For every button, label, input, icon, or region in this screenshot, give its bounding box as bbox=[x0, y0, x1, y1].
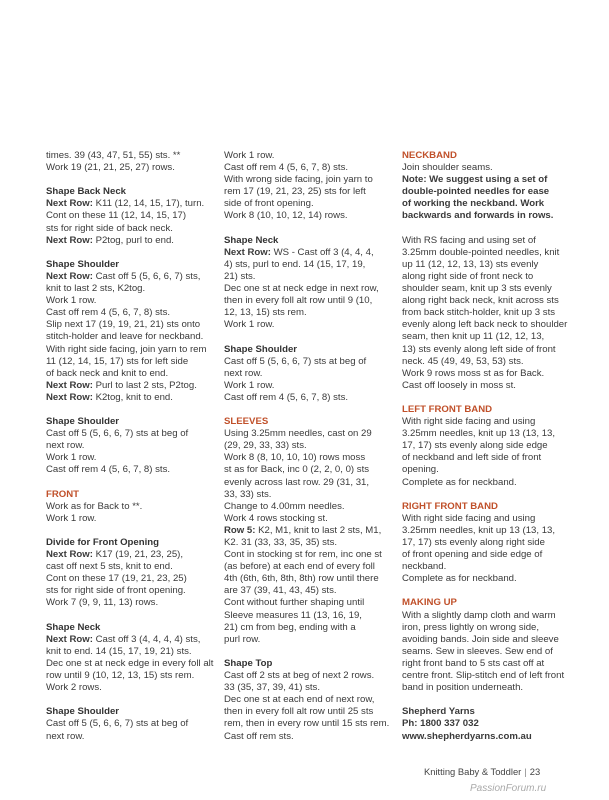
instruction-line bbox=[402, 706, 572, 718]
instruction-text: purl row. bbox=[224, 633, 261, 645]
instruction-text: Cast off 5 (5, 6, 6, 7) sts at beg of bbox=[46, 718, 189, 730]
instruction-text: Sleeve measures 11 (13, 16, 19, bbox=[224, 609, 362, 621]
instruction-line bbox=[46, 150, 216, 162]
instruction-line bbox=[402, 610, 572, 622]
instruction-section bbox=[224, 150, 392, 223]
instruction-text: shoulder seam, knit up 3 sts evenly bbox=[402, 283, 552, 295]
instruction-line bbox=[46, 319, 216, 331]
instruction-text: Note: We suggest using a set of bbox=[402, 174, 548, 186]
page-number: 23 bbox=[529, 766, 541, 777]
instruction-line bbox=[224, 525, 392, 537]
instruction-line bbox=[224, 610, 392, 622]
instruction-section bbox=[46, 150, 216, 174]
instruction-text: K2tog, knit to end. bbox=[92, 391, 173, 403]
instruction-line bbox=[46, 501, 216, 513]
instruction-line bbox=[46, 380, 216, 392]
instruction-section bbox=[402, 706, 572, 742]
instruction-text: next row. bbox=[46, 730, 85, 742]
instruction-text: are 37 (39, 41, 43, 45) sts. bbox=[224, 585, 337, 597]
instruction-text: With right side facing and using bbox=[402, 416, 536, 428]
instruction-text: band in position underneath. bbox=[402, 682, 524, 694]
instruction-text: next row. bbox=[224, 367, 263, 379]
instruction-text: Change to 4.00mm needles. bbox=[224, 500, 345, 512]
instruction-line bbox=[46, 682, 216, 694]
instruction-line bbox=[402, 319, 572, 331]
instruction-line bbox=[46, 573, 216, 585]
instruction-text: Purl to last 2 sts, P2tog. bbox=[92, 379, 197, 391]
instruction-line bbox=[224, 392, 392, 404]
instruction-line bbox=[402, 428, 572, 440]
instruction-line bbox=[46, 235, 216, 247]
instruction-text: Ph: 1800 337 032 bbox=[402, 718, 479, 730]
instruction-text: Cast off rem 4 (5, 6, 7, 8) sts. bbox=[224, 162, 349, 174]
instruction-line bbox=[46, 295, 216, 307]
instruction-line bbox=[402, 634, 572, 646]
instruction-line bbox=[46, 670, 216, 682]
instruction-text: 3.25mm double-pointed needles, knit bbox=[402, 246, 560, 258]
instruction-line bbox=[402, 368, 572, 380]
instruction-text: (as before) at each end of every foll bbox=[224, 561, 375, 573]
instruction-text: K11 (12, 14, 15, 17), turn. bbox=[92, 198, 205, 210]
instruction-line bbox=[224, 622, 392, 634]
instruction-text: 3.25mm needles, knit up 13 (13, 13, bbox=[402, 428, 556, 440]
instruction-text: Work 8 (8, 10, 10, 10) rows moss bbox=[224, 452, 366, 464]
row-label: Next Row: bbox=[46, 234, 93, 246]
instruction-text: 17, 17) sts evenly along right side bbox=[402, 537, 545, 548]
instruction-text: double-pointed needles for ease bbox=[402, 186, 550, 198]
section-heading: Divide for Front Opening bbox=[46, 537, 159, 548]
instruction-text: neckband. bbox=[402, 561, 447, 573]
instruction-text: Work 1 row. bbox=[46, 295, 97, 307]
instruction-line bbox=[224, 513, 392, 525]
instruction-text: Work 7 (9, 9, 11, 13) rows. bbox=[46, 597, 159, 609]
instruction-line bbox=[224, 585, 392, 597]
instruction-line bbox=[224, 271, 392, 283]
instruction-text: then in every foll alt row until 25 sts bbox=[224, 706, 374, 718]
instruction-text: Cast off 5 (5, 6, 6, 7) sts, bbox=[92, 270, 201, 282]
instruction-text: www.shepherdyarns.com.au bbox=[402, 730, 532, 742]
instruction-line bbox=[46, 658, 216, 670]
instruction-line bbox=[46, 597, 216, 609]
instruction-line bbox=[46, 162, 216, 174]
row-label: Next Row: bbox=[46, 391, 93, 403]
instruction-line bbox=[46, 428, 216, 440]
instruction-line bbox=[402, 186, 572, 198]
instruction-line bbox=[224, 694, 392, 706]
instruction-text: Complete as for neckband. bbox=[402, 476, 517, 488]
instruction-line bbox=[402, 307, 572, 319]
instruction-text: 4) sts, purl to end. 14 (15, 17, 19, bbox=[224, 258, 366, 270]
column-right bbox=[402, 150, 572, 755]
row-label: Next Row: bbox=[46, 270, 93, 282]
instruction-section bbox=[402, 597, 572, 694]
section-heading: Shape Shoulder bbox=[46, 258, 120, 270]
instruction-section bbox=[46, 622, 216, 695]
instruction-text: evenly along left back neck to shoulder bbox=[402, 319, 568, 331]
page-footer bbox=[424, 766, 540, 777]
instruction-line bbox=[224, 682, 392, 694]
instruction-line bbox=[224, 561, 392, 573]
instruction-text: neck. 45 (49, 49, 53, 53) sts. bbox=[402, 355, 524, 367]
instruction-text: Cast off rem sts. bbox=[224, 730, 294, 742]
instruction-line bbox=[402, 440, 572, 452]
section-heading: LEFT FRONT BAND bbox=[402, 403, 493, 415]
instruction-line bbox=[224, 162, 392, 174]
instruction-section bbox=[402, 235, 572, 392]
instruction-line bbox=[224, 731, 392, 743]
instruction-section bbox=[224, 235, 392, 332]
instruction-line bbox=[46, 452, 216, 464]
instruction-text: Cast off rem 4 (5, 6, 7, 8) sts. bbox=[224, 391, 349, 403]
instruction-line bbox=[224, 380, 392, 392]
instruction-line bbox=[402, 464, 572, 476]
instruction-line bbox=[224, 489, 392, 501]
instruction-line bbox=[46, 585, 216, 597]
instruction-line bbox=[402, 210, 572, 222]
instruction-line bbox=[402, 573, 572, 585]
instruction-line bbox=[46, 271, 216, 283]
instruction-text: next row. bbox=[46, 440, 85, 452]
instruction-line bbox=[224, 549, 392, 561]
instruction-text: Slip next 17 (19, 19, 21, 21) sts onto bbox=[46, 319, 201, 331]
instruction-text: Cont on these 17 (19, 21, 23, 25) bbox=[46, 573, 187, 585]
instruction-line bbox=[46, 368, 216, 380]
instruction-text: Work 1 row. bbox=[224, 150, 275, 161]
instruction-text: 33, 33) sts. bbox=[224, 488, 272, 500]
instruction-line bbox=[402, 646, 572, 658]
instruction-text: iron, press lightly on wrong side, bbox=[402, 621, 540, 633]
instruction-text: of working the neckband. Work bbox=[402, 198, 545, 210]
row-label: Next Row: bbox=[46, 198, 93, 210]
instruction-line bbox=[224, 186, 392, 198]
column-middle bbox=[224, 150, 392, 755]
instruction-line bbox=[224, 307, 392, 319]
instruction-text: Using 3.25mm needles, cast on 29 bbox=[224, 428, 372, 440]
section-heading: NECKBAND bbox=[402, 150, 457, 161]
instruction-text: avoiding bands. Join side and sleeve bbox=[402, 633, 559, 645]
instruction-line bbox=[46, 331, 216, 343]
instruction-text: Work 9 rows moss st as for Back. bbox=[402, 367, 545, 379]
instruction-line bbox=[224, 210, 392, 222]
instruction-line bbox=[402, 162, 572, 174]
instruction-line bbox=[46, 464, 216, 476]
instruction-line bbox=[402, 525, 572, 537]
section-heading: FRONT bbox=[46, 488, 80, 500]
instruction-text: With wrong side facing, join yarn to bbox=[224, 174, 373, 186]
instruction-line bbox=[402, 452, 572, 464]
instruction-line bbox=[402, 537, 572, 549]
instruction-line bbox=[224, 295, 392, 307]
instruction-section bbox=[46, 259, 216, 404]
instruction-text: K2. 31 (33, 33, 35, 35) sts. bbox=[224, 537, 338, 548]
instruction-line bbox=[46, 283, 216, 295]
instruction-line bbox=[224, 597, 392, 609]
instruction-text: WS - Cast off 3 (4, 4, 4, bbox=[270, 246, 374, 258]
instruction-text: Work 1 row. bbox=[224, 379, 275, 391]
publication-title: Knitting Baby & Toddler bbox=[424, 766, 522, 777]
row-label: Next Row: bbox=[46, 379, 93, 391]
instruction-text: Dec one st at neck edge in next row, bbox=[224, 283, 379, 295]
instruction-line bbox=[46, 549, 216, 561]
instruction-text: seams. Sew in sleeves. Sew end of bbox=[402, 645, 553, 657]
section-heading: Shape Shoulder bbox=[224, 343, 298, 355]
instruction-text: Cast off loosely in moss st. bbox=[402, 379, 516, 391]
instruction-line bbox=[46, 392, 216, 404]
instruction-section bbox=[224, 658, 392, 743]
row-label: Next Row: bbox=[46, 633, 93, 645]
instruction-text: 21) sts. bbox=[224, 270, 256, 282]
instruction-line bbox=[224, 174, 392, 186]
instruction-text: Dec one st at each end of next row, bbox=[224, 694, 375, 706]
instruction-line bbox=[402, 670, 572, 682]
instruction-text: Cont without further shaping until bbox=[224, 597, 365, 609]
instruction-text: Cont on these 11 (12, 14, 15, 17) bbox=[46, 210, 187, 222]
instruction-text: 33 (35, 37, 39, 41) sts. bbox=[224, 682, 320, 694]
instruction-text: up 11 (12, 12, 13, 13) sts evenly bbox=[402, 258, 539, 270]
instruction-line bbox=[402, 416, 572, 428]
section-heading: MAKING UP bbox=[402, 597, 457, 609]
instruction-line bbox=[224, 670, 392, 682]
footer-separator: | bbox=[524, 766, 527, 777]
instruction-line bbox=[46, 513, 216, 525]
instruction-text: Work 1 row. bbox=[46, 452, 97, 464]
instruction-line bbox=[402, 718, 572, 730]
instruction-text: Join shoulder seams. bbox=[402, 162, 493, 174]
instruction-section bbox=[402, 150, 572, 223]
instruction-line bbox=[402, 549, 572, 561]
instruction-line bbox=[402, 658, 572, 670]
instruction-section bbox=[402, 501, 572, 586]
instruction-line bbox=[402, 477, 572, 489]
instruction-text: Work 8 (10, 10, 12, 14) rows. bbox=[224, 210, 348, 222]
instruction-text: Cast off 3 (4, 4, 4, 4) sts, bbox=[92, 633, 201, 645]
instruction-text: Complete as for neckband. bbox=[402, 573, 517, 585]
instruction-line bbox=[46, 307, 216, 319]
row-label: Next Row: bbox=[46, 549, 93, 561]
instruction-text: knit to last 2 sts, K2tog. bbox=[46, 283, 146, 295]
instruction-text: row until 9 (10, 12, 13, 15) sts rem. bbox=[46, 670, 195, 682]
instruction-line bbox=[224, 573, 392, 585]
instruction-text: of front opening and side edge of bbox=[402, 549, 543, 561]
instruction-line bbox=[46, 210, 216, 222]
instruction-line bbox=[46, 731, 216, 743]
instruction-text: knit to end. 14 (15, 17, 19, 21) sts. bbox=[46, 645, 192, 657]
section-heading: RIGHT FRONT BAND bbox=[402, 500, 498, 512]
instruction-line bbox=[224, 356, 392, 368]
instruction-text: 21) cm from beg, ending with a bbox=[224, 621, 356, 633]
instruction-text: st as for Back, inc 0 (2, 2, 0, 0) sts bbox=[224, 464, 370, 476]
instruction-text: 11 (12, 14, 15, 17) sts for left side bbox=[46, 355, 189, 367]
instruction-line bbox=[46, 634, 216, 646]
instruction-line bbox=[224, 368, 392, 380]
instruction-line bbox=[402, 259, 572, 271]
instruction-line bbox=[224, 634, 392, 646]
instruction-line bbox=[402, 283, 572, 295]
section-heading: Shape Neck bbox=[46, 621, 101, 633]
instruction-line bbox=[402, 380, 572, 392]
instruction-text: With right side facing, join yarn to rem bbox=[46, 343, 207, 355]
instruction-line bbox=[224, 319, 392, 331]
instruction-line bbox=[224, 198, 392, 210]
instruction-section bbox=[46, 186, 216, 246]
section-heading: Shape Top bbox=[224, 657, 273, 669]
instruction-text: Work 1 row. bbox=[224, 319, 275, 331]
instruction-text: of back neck and knit to end. bbox=[46, 367, 169, 379]
instruction-line bbox=[402, 731, 572, 743]
instruction-line bbox=[224, 718, 392, 730]
section-heading: Shape Shoulder bbox=[46, 416, 120, 428]
row-label: Next Row: bbox=[224, 246, 271, 258]
instruction-line bbox=[46, 223, 216, 235]
instruction-text: Work 19 (21, 21, 25, 27) rows. bbox=[46, 162, 175, 174]
watermark: PassionForum.ru bbox=[470, 783, 547, 794]
instruction-line bbox=[402, 295, 572, 307]
instruction-text: centre front. Slip-stitch end of left front bbox=[402, 670, 565, 682]
instruction-text: K17 (19, 21, 23, 25), bbox=[92, 549, 184, 561]
instruction-text: Work 2 rows. bbox=[46, 682, 102, 694]
instruction-line bbox=[402, 174, 572, 186]
instruction-text: right front band to 5 sts cast off at bbox=[402, 657, 545, 669]
instruction-line bbox=[402, 235, 572, 247]
instruction-text: backwards and forwards in rows. bbox=[402, 210, 554, 222]
instruction-text: evenly across last row. 29 (31, 31, bbox=[224, 476, 370, 488]
instruction-text: 12, 13, 15) sts rem. bbox=[224, 307, 307, 319]
instruction-text: Dec one st at neck edge in every foll alt bbox=[46, 657, 214, 669]
instruction-section bbox=[402, 404, 572, 489]
section-heading: Shape Neck bbox=[224, 234, 279, 246]
instruction-line bbox=[46, 646, 216, 658]
instruction-line bbox=[224, 477, 392, 489]
instruction-text: P2tog, purl to end. bbox=[92, 234, 174, 246]
instruction-text: stitch-holder and leave for neckband. bbox=[46, 331, 204, 343]
instruction-text: 13) sts evenly along left side of front bbox=[402, 343, 556, 355]
instruction-section bbox=[46, 537, 216, 610]
instruction-line bbox=[402, 513, 572, 525]
instruction-text: Work 1 row. bbox=[46, 512, 97, 524]
instruction-text: Cast off rem 4 (5, 6, 7, 8) sts. bbox=[46, 307, 171, 319]
instruction-text: side of front opening. bbox=[224, 198, 314, 210]
section-heading: SLEEVES bbox=[224, 416, 269, 428]
instruction-text: 3.25mm needles, knit up 13 (13, 13, bbox=[402, 524, 556, 536]
instruction-line bbox=[402, 356, 572, 368]
instruction-line bbox=[224, 283, 392, 295]
instruction-line bbox=[402, 561, 572, 573]
section-heading: Shape Shoulder bbox=[46, 706, 120, 718]
row-label: Row 5: bbox=[224, 524, 256, 536]
instruction-line bbox=[402, 344, 572, 356]
instruction-line bbox=[46, 356, 216, 368]
instruction-text: then in every foll alt row until 9 (10, bbox=[224, 295, 373, 307]
instruction-text: rem, then in every row until 15 sts rem. bbox=[224, 718, 390, 730]
instruction-text: With RS facing and using set of bbox=[402, 234, 536, 246]
instruction-line bbox=[402, 247, 572, 259]
instruction-text: With right side facing and using bbox=[402, 512, 536, 524]
instruction-text: times. 39 (43, 47, 51, 55) sts. ** bbox=[46, 150, 181, 161]
instruction-text: Cast off 2 sts at beg of next 2 rows. bbox=[224, 670, 375, 682]
instruction-line bbox=[224, 464, 392, 476]
instruction-text: along right back neck, knit across sts bbox=[402, 295, 559, 307]
instruction-line bbox=[224, 247, 392, 259]
instruction-line bbox=[46, 344, 216, 356]
instruction-text: seam, then knit up 11 (12, 12, 13, bbox=[402, 331, 545, 343]
instruction-text: Cast off 5 (5, 6, 6, 7) sts at beg of bbox=[224, 355, 367, 367]
instruction-text: K2, M1, knit to last 2 sts, M1, bbox=[255, 524, 382, 536]
instruction-text: rem 17 (19, 21, 23, 25) sts for left bbox=[224, 186, 366, 198]
instruction-section bbox=[46, 489, 216, 525]
instruction-text: Cont in stocking st for rem, inc one st bbox=[224, 549, 382, 561]
instruction-line bbox=[224, 150, 392, 162]
instruction-line bbox=[46, 198, 216, 210]
instruction-section bbox=[46, 416, 216, 476]
instruction-line bbox=[224, 501, 392, 513]
instruction-text: sts for right side of front opening. bbox=[46, 585, 186, 597]
instruction-section bbox=[224, 344, 392, 404]
instruction-section bbox=[46, 706, 216, 742]
instruction-text: Cast off 5 (5, 6, 6, 7) sts at beg of bbox=[46, 428, 189, 440]
instruction-text: 17, 17) sts evenly along side edge bbox=[402, 440, 548, 452]
instruction-text: along right side of front neck to bbox=[402, 270, 534, 282]
instruction-line bbox=[402, 271, 572, 283]
instruction-line bbox=[402, 622, 572, 634]
instruction-text: Shepherd Yarns bbox=[402, 706, 475, 718]
instruction-line bbox=[402, 198, 572, 210]
section-heading: Shape Back Neck bbox=[46, 186, 126, 198]
instruction-line bbox=[46, 440, 216, 452]
instruction-line bbox=[224, 259, 392, 271]
instruction-text: cast off next 5 sts, knit to end. bbox=[46, 561, 173, 573]
instruction-text: of neckband and left side of front bbox=[402, 452, 542, 464]
instruction-text: sts for right side of back neck. bbox=[46, 222, 173, 234]
instruction-section bbox=[224, 416, 392, 646]
instruction-line bbox=[224, 440, 392, 452]
instruction-line bbox=[46, 718, 216, 730]
instruction-text: from back stitch-holder, knit up 3 sts bbox=[402, 307, 556, 319]
instruction-line bbox=[46, 561, 216, 573]
instruction-text: Cast off rem 4 (5, 6, 7, 8) sts. bbox=[46, 464, 171, 476]
instruction-line bbox=[224, 537, 392, 549]
instruction-line bbox=[402, 331, 572, 343]
instruction-text: Work 4 rows stocking st. bbox=[224, 512, 328, 524]
instruction-line bbox=[402, 682, 572, 694]
instruction-text: Work as for Back to **. bbox=[46, 500, 143, 512]
instruction-text: With a slightly damp cloth and warm bbox=[402, 609, 556, 621]
instruction-text: opening. bbox=[402, 464, 439, 476]
instruction-text: (29, 29, 33, 33) sts. bbox=[224, 440, 307, 452]
instruction-line bbox=[224, 706, 392, 718]
instruction-text: 4th (6th, 6th, 8th, 8th) row until there bbox=[224, 573, 379, 585]
instruction-line bbox=[224, 428, 392, 440]
column-left bbox=[46, 150, 216, 755]
instruction-line bbox=[224, 452, 392, 464]
